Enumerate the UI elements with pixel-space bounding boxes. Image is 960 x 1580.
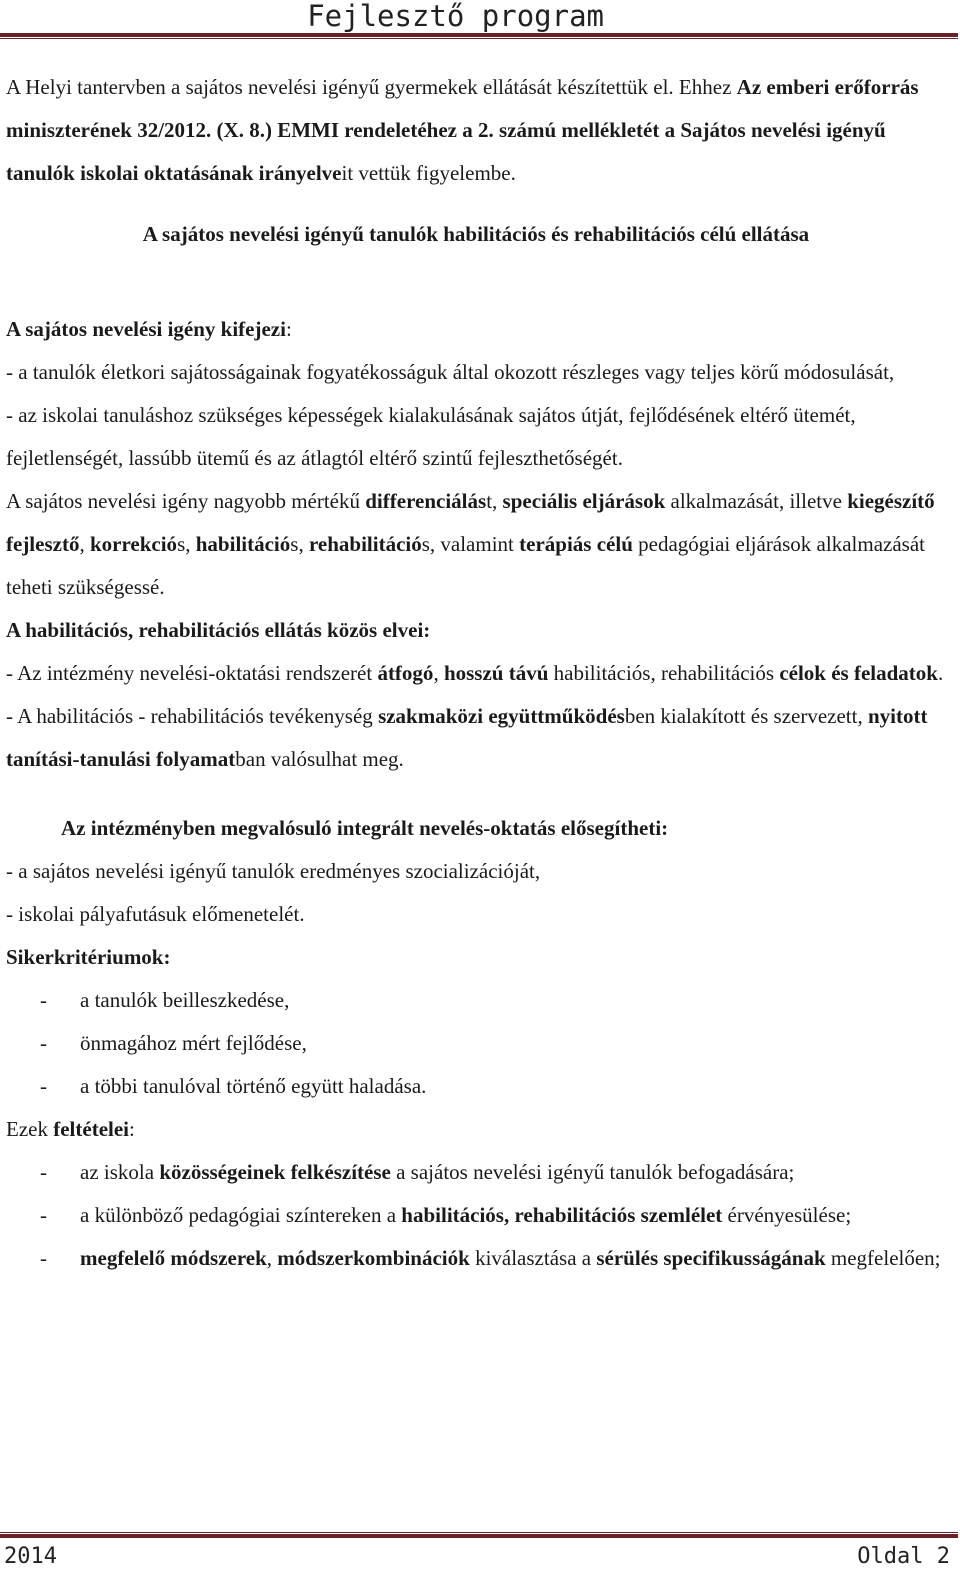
principles-heading-text: A habilitációs, rehabilitációs ellátás közös elvei: [6, 618, 431, 642]
success-list [6, 979, 946, 1108]
header-rule [0, 33, 958, 37]
text-run: t, [486, 489, 503, 513]
header-title: Fejlesztő program [307, 0, 604, 33]
text-run: : [129, 1117, 135, 1141]
intro-bold-reference: Az emberi erőforrás miniszterének 32/2012. (X. 8.) EMMI rendeletéhez a 2. számú mellékletét a Sajátos nevelési igényű tanulók iskolai oktatásának irányelve [6, 75, 919, 185]
bold-run: habilitációs, rehabilitációs szemlélet [401, 1203, 723, 1227]
bold-run: korrekció [89, 532, 178, 556]
page-footer [0, 1532, 960, 1580]
bold-run: nyitott tanítási-tanulási folyamat [6, 704, 928, 771]
text-run: kiválasztása a [469, 1246, 597, 1270]
success-heading-text: Sikerkritériumok: [6, 945, 171, 969]
text-run: , [433, 661, 444, 685]
bold-run: habilitáció [195, 532, 291, 556]
bold-run: sérülés specifikusságának [596, 1246, 826, 1270]
intro-text: A Helyi tantervben a sajátos nevelési igényű gyermekek ellátását készítettük el. Ehhez [6, 75, 737, 99]
spacer [6, 195, 946, 213]
principle-item-2 [6, 695, 946, 781]
list-item [6, 1022, 946, 1065]
text-run: pedagógiai eljárások alkalmazását teheti szükségessé. [6, 532, 925, 599]
text-run: ban valósulhat meg. [235, 747, 404, 771]
bold-run: differenciálás [365, 489, 487, 513]
page-number: Oldal 2 [857, 1544, 950, 1569]
header-rule-thin [0, 38, 958, 39]
dash-marker: - [40, 1246, 47, 1270]
dash-marker: - [40, 1160, 47, 1184]
integrated-heading: Az intézményben megvalósuló integrált nevelés-oktatás elősegítheti: [61, 816, 669, 840]
spacer [6, 256, 946, 282]
section-heading-habilitation: A sajátos nevelési igényű tanulók habilitációs és rehabilitációs célú ellátása [142, 222, 810, 246]
bold-run: kiegészítő fejlesztő [6, 489, 935, 556]
expresses-label-bold: A sajátos nevelési igény kifejezi [6, 317, 286, 341]
text-run: Ezek [6, 1117, 54, 1141]
conditions-heading [6, 1108, 946, 1151]
expresses-item-1: - a tanulók életkori sajátosságainak fogyatékosságuk által okozott részleges vagy teljes körű módosulását, [6, 360, 895, 384]
bold-run: szakmaközi együttműködés [378, 704, 625, 728]
page-header [0, 0, 960, 40]
text-run: s, [177, 532, 196, 556]
list-item [6, 1194, 946, 1237]
footer-rule [0, 1534, 958, 1538]
text-run: a különböző pedagógiai színtereken a [80, 1203, 402, 1227]
list-item-text: önmagához mért fejlődése, [80, 1031, 307, 1055]
text-run: , [79, 532, 90, 556]
dash-marker: - [40, 1074, 47, 1098]
integrated-item-1: - a sajátos nevelési igényű tanulók eredményes szocializációját, [6, 859, 541, 883]
bold-run: módszerkombinációk [277, 1246, 470, 1270]
text-run: a sajátos nevelési igényű tanulók befogadására; [390, 1160, 795, 1184]
text-run: habilitációs, rehabilitációs [548, 661, 780, 685]
dash-marker: - [40, 1203, 47, 1227]
list-item [6, 1065, 946, 1108]
intro-text-end: it vettük figyelembe. [341, 161, 516, 185]
list-item [6, 1151, 946, 1194]
bold-run: közösségeinek felkészítése [159, 1160, 391, 1184]
text-run: A sajátos nevelési igény nagyobb mértékű [6, 489, 366, 513]
bold-run: rehabilitáció [308, 532, 422, 556]
text-run: - A habilitációs - rehabilitációs tevékenység [6, 704, 379, 728]
bold-run: speciális eljárások [502, 489, 666, 513]
dash-marker: - [40, 1031, 47, 1055]
text-run: , [266, 1246, 278, 1270]
integrated-item-2: - iskolai pályafutásuk előmenetelét. [6, 902, 305, 926]
intro-paragraph [6, 66, 946, 195]
text-run: s, valamint [421, 532, 520, 556]
principles-heading [6, 609, 946, 652]
footer-year: 2014 [4, 1544, 57, 1569]
bold-run: terápiás célú [519, 532, 633, 556]
list-item [6, 1237, 946, 1280]
text-run: megfelelően; [825, 1246, 941, 1270]
list-item [6, 979, 946, 1022]
conditions-list [6, 1151, 946, 1280]
text-run: . [937, 661, 944, 685]
text-run: - Az intézmény nevelési-oktatási rendszerét [6, 661, 378, 685]
bold-run: megfelelő módszerek [80, 1246, 267, 1270]
text-run: érvényesülése; [722, 1203, 852, 1227]
expresses-label-colon: : [285, 317, 292, 341]
spacer [6, 781, 946, 807]
bold-run: hosszú távú [443, 661, 549, 685]
document-body [6, 66, 946, 1280]
text-run: az iskola [80, 1160, 160, 1184]
footer-rule-thin [0, 1532, 958, 1533]
requires-paragraph [6, 480, 946, 609]
list-item-text: a tanulók beilleszkedése, [80, 988, 290, 1012]
bold-run: célok és feladatok [779, 661, 938, 685]
text-run: s, [290, 532, 309, 556]
dash-marker: - [40, 988, 47, 1012]
expresses-label [6, 308, 946, 351]
principle-item-1 [6, 652, 946, 695]
text-run: ben kialakított és szervezett, [624, 704, 868, 728]
text-run: alkalmazását, illetve [665, 489, 848, 513]
expresses-item-2: - az iskolai tanuláshoz szükséges képességek kialakulásának sajátos útját, fejlődésének eltérő ütemét, fejletlenségét, lassúbb ütemű és az átlagtól eltérő szintű fejleszthetőségét. [6, 403, 856, 470]
bold-run: átfogó [377, 661, 434, 685]
bold-run: feltételei [53, 1117, 130, 1141]
list-item-text: a többi tanulóval történő együtt haladása. [80, 1074, 427, 1098]
spacer [6, 282, 946, 308]
success-heading [6, 936, 946, 979]
